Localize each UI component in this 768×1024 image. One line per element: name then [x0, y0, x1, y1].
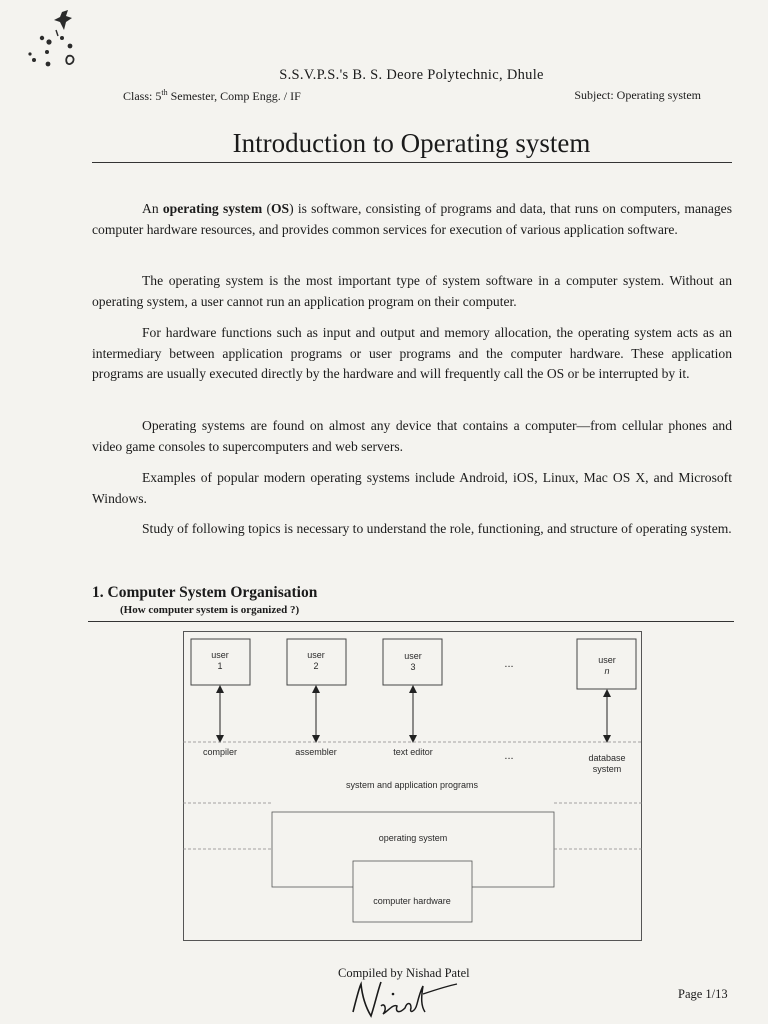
- program-compiler: compiler: [202, 747, 238, 757]
- section-subheading: (How computer system is organized ?): [120, 604, 300, 616]
- computer-system-diagram: [183, 631, 642, 941]
- hardware-layer-box: [353, 861, 472, 922]
- paragraph-definition: An operating system (OS) is software, consisting of programs and data, that runs on computers, manages computer hardware resources, and provides common services for execution of various application software.: [92, 201, 732, 237]
- hardware-layer-label: computer hardware: [373, 896, 451, 906]
- program-assembler: assembler: [295, 747, 337, 757]
- programs-layer-label: system and application programs: [345, 780, 479, 790]
- section-divider: [88, 621, 734, 622]
- compiled-by: Compiled by Nishad Patel: [338, 966, 470, 980]
- user-1-number: 1: [217, 661, 223, 671]
- user-2-label: user: [307, 650, 325, 660]
- page-number: Page 1/13: [678, 987, 728, 1001]
- signature-icon: [345, 976, 460, 1024]
- institution-name: S.S.V.P.S.'s B. S. Deore Polytechnic, Dhule: [279, 67, 544, 83]
- subject-info: Subject: Operating system: [574, 88, 701, 102]
- title-divider: [92, 162, 732, 163]
- program-database-system: system: [592, 764, 622, 774]
- user-2-number: 2: [313, 661, 319, 671]
- user-3-label: user: [404, 651, 422, 661]
- program-database: database: [588, 753, 626, 763]
- page-title: Introduction to Operating system: [232, 128, 591, 158]
- users-ellipsis: ...: [504, 658, 514, 670]
- os-layer-label: operating system: [378, 833, 448, 843]
- user-3-number: 3: [410, 662, 416, 672]
- institute-logo-icon: [22, 8, 82, 70]
- paragraph-examples: Examples of popular modern operating systems include Android, iOS, Linux, Mac OS X, and Microsoft Windows.: [92, 470, 732, 506]
- programs-ellipsis: ...: [504, 750, 514, 762]
- user-n-number: n: [604, 666, 610, 676]
- paragraph-importance: The operating system is the most important type of system software in a computer system. Without an operating system, a user cannot run an application program on their computer.: [92, 273, 732, 309]
- user-n-label: user: [598, 655, 616, 665]
- user-1-label: user: [211, 650, 229, 660]
- paragraph-devices: Operating systems are found on almost any device that contains a computer—from cellular phones and video game consoles to supercomputers and web servers.: [92, 418, 732, 454]
- section-heading: 1. Computer System Organisation: [92, 584, 318, 601]
- program-text-editor: text editor: [393, 747, 433, 757]
- class-info: Class: 5th Semester, Comp Engg. / IF: [123, 88, 301, 103]
- paragraph-intermediary: For hardware functions such as input and output and memory allocation, the operating system acts as an intermediary between application programs or user programs and the computer hardware. These application programs are usually executed directly by the hardware and will frequently call the OS or be interrupted by it.: [92, 325, 732, 381]
- paragraph-topics: Study of following topics is necessary to understand the role, functioning, and structure of operating system.: [142, 521, 732, 536]
